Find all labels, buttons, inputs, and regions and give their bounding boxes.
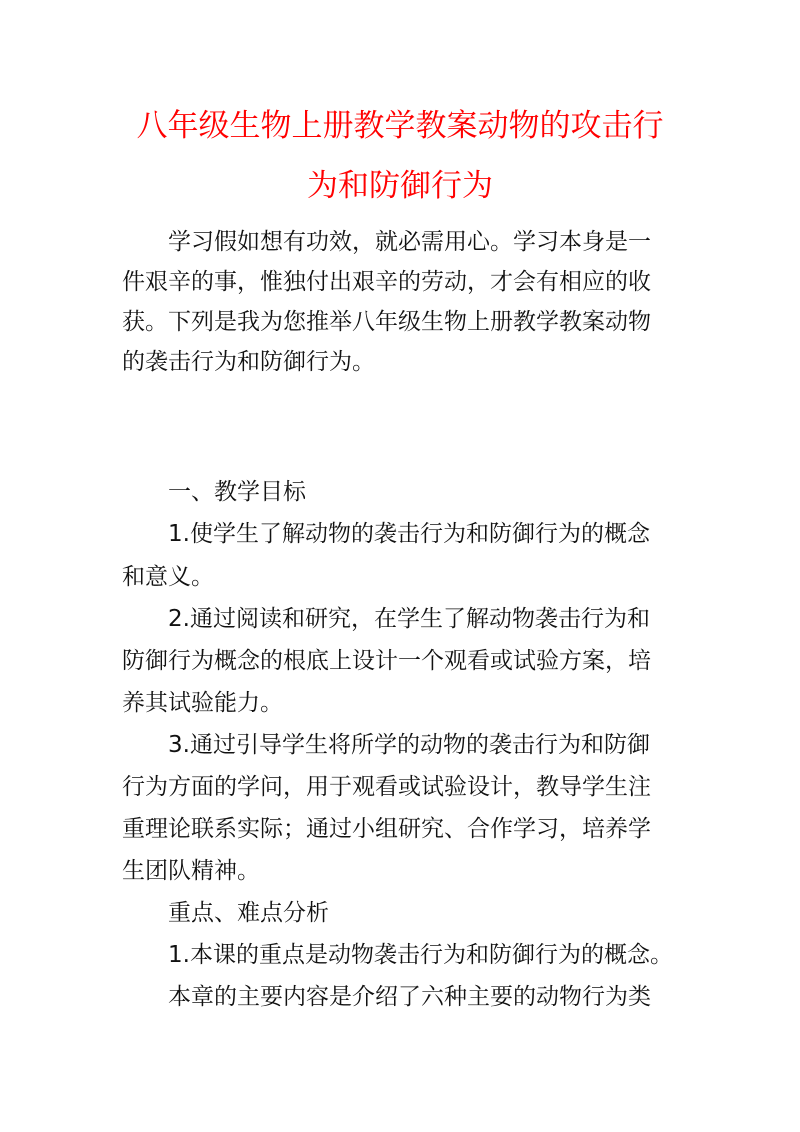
objective-2-line-2: 防御行为概念的根底上设计一个观看或试验方案，培: [122, 648, 651, 674]
objective-2-line-1: 2.通过阅读和研究，在学生了解动物袭击行为和: [168, 606, 650, 632]
key-point-1-line-2: 本章的主要内容是介绍了六种主要的动物行为类: [168, 984, 651, 1010]
objective-2-line-3: 养其试验能力。: [122, 690, 283, 716]
key-point-1-line-1: 1.本课的重点是动物袭击行为和防御行为的概念。: [168, 942, 673, 968]
objective-1-line-1: 1.使学生了解动物的袭击行为和防御行为的概念: [168, 521, 650, 547]
objective-3-line-4: 生团队精神。: [122, 858, 260, 884]
document-title-line-1: 八年级生物上册教学教案动物的攻击行: [136, 108, 664, 144]
intro-paragraph-line-4: 的袭击行为和防御行为。: [122, 349, 375, 375]
section-heading-key-points: 重点、难点分析: [168, 900, 329, 926]
objective-1-line-2: 和意义。: [122, 564, 214, 590]
objective-3-line-2: 行为方面的学问，用于观看或试验设计，教导学生注: [122, 774, 651, 800]
section-heading-teaching-objectives: 一、教学目标: [168, 479, 306, 505]
intro-paragraph-line-1: 学习假如想有功效，就必需用心。学习本身是一: [168, 229, 651, 255]
document-title-line-2: 为和防御行为: [307, 168, 493, 204]
objective-3-line-3: 重理论联系实际；通过小组研究、合作学习，培养学: [122, 816, 651, 842]
intro-paragraph-line-2: 件艰辛的事，惟独付出艰辛的劳动，才会有相应的收: [122, 269, 651, 295]
objective-3-line-1: 3.通过引导学生将所学的动物的袭击行为和防御: [168, 732, 650, 758]
intro-paragraph-line-3: 获。下列是我为您推举八年级生物上册教学教案动物: [122, 309, 651, 335]
